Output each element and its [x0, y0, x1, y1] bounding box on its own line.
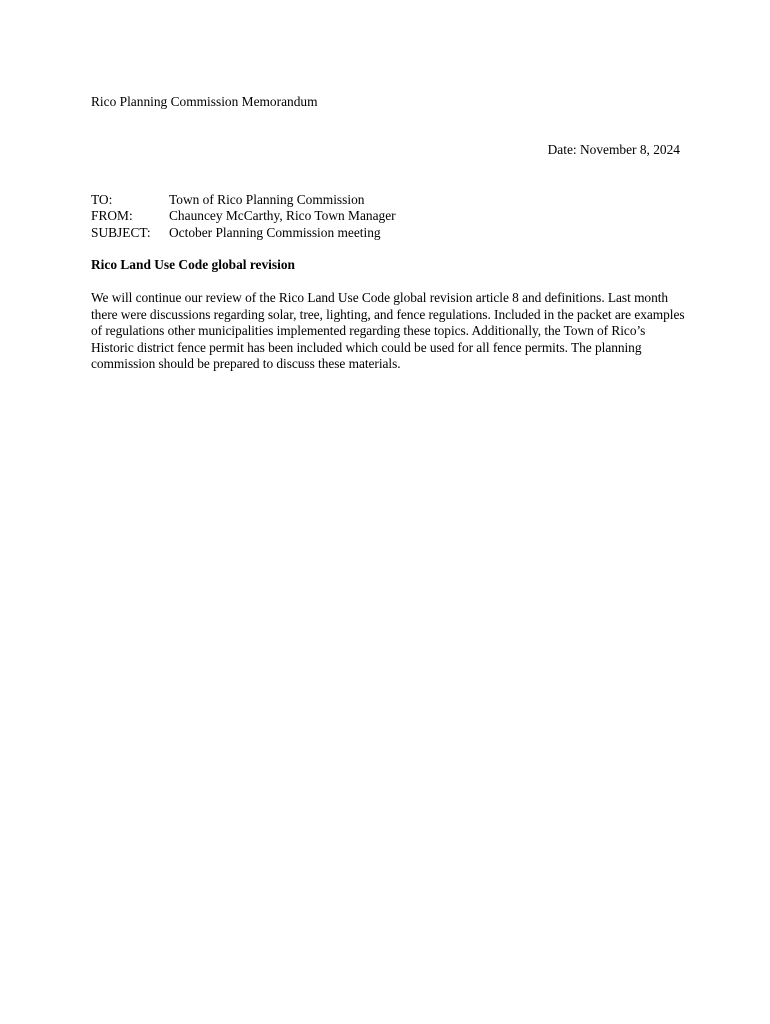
- memo-body-paragraph: We will continue our review of the Rico Land Use Code global revision article 8 and definitions. Last month there were discussions regarding solar, tree, lighting, and fence regulations. Included in the packet are examples of regulations other municipalities implemented regarding these topics. Additionally, the Town of Rico’s Historic district fence permit has been included which could be used for all fence permits. The planning commission should be prepared to discuss these materials.: [91, 290, 685, 371]
- memo-header-to: [91, 192, 396, 208]
- memo-date: Date: November 8, 2024: [547, 142, 680, 157]
- memo-header-subject: [91, 225, 396, 241]
- subject-label: SUBJECT:: [91, 224, 151, 240]
- from-value: Chauncey McCarthy, Rico Town Manager: [169, 208, 396, 224]
- memo-title: Rico Planning Commission Memorandum: [91, 94, 318, 109]
- from-label: FROM:: [91, 208, 133, 224]
- memo-header-from: [91, 208, 396, 224]
- memo-header-block: [91, 192, 396, 241]
- to-value: Town of Rico Planning Commission: [169, 192, 365, 207]
- subject-value: October Planning Commission meeting: [169, 224, 381, 240]
- section-heading: Rico Land Use Code global revision: [91, 257, 295, 272]
- to-label: TO:: [91, 192, 113, 207]
